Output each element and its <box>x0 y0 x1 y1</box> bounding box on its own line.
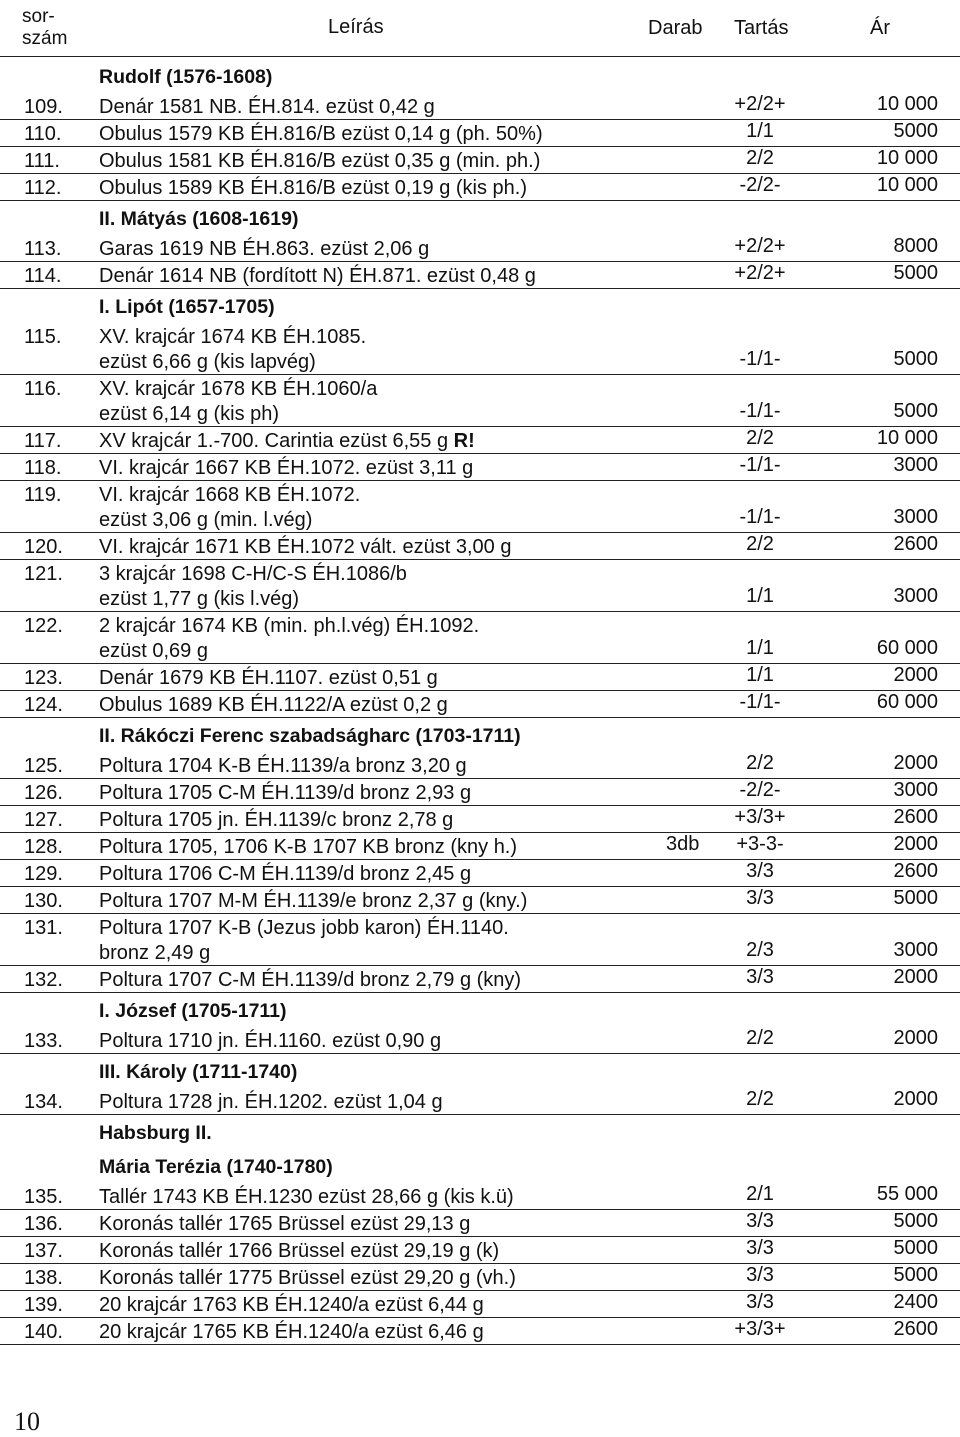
item-price: 2000 <box>893 1088 938 1110</box>
item-grade: 1/1 <box>746 585 774 607</box>
table-header <box>0 0 960 57</box>
item-description <box>99 1186 514 1209</box>
item-description <box>99 238 429 261</box>
section-title: II. Rákóczi Ferenc szabadságharc (1703-1711) <box>99 725 521 747</box>
item-number: 140. <box>24 1321 63 1343</box>
table-row <box>0 1088 960 1115</box>
section-heading <box>0 718 960 752</box>
item-number: 137. <box>24 1240 63 1262</box>
item-description-text: Poltura 1707 K-B (Jezus jobb karon) ÉH.1140. <box>99 917 509 939</box>
item-description-text: Obulus 1579 KB ÉH.816/B ezüst 0,14 g (ph. 50%) <box>99 123 543 145</box>
item-description <box>99 378 377 401</box>
item-number: 130. <box>24 890 63 912</box>
item-description-text: Poltura 1707 C-M ÉH.1139/d bronz 2,79 g (kny) <box>99 969 522 991</box>
item-quantity: 3db <box>666 833 700 855</box>
item-number: 136. <box>24 1213 63 1235</box>
item-number: 120. <box>24 536 63 558</box>
item-grade: 1/1 <box>746 120 774 142</box>
item-description-text: 3 krajcár 1698 C-H/C-S ÉH.1086/b <box>99 563 407 585</box>
section-title: I. József (1705-1711) <box>99 1000 287 1022</box>
item-grade: -1/1- <box>739 348 781 370</box>
table-row <box>0 1264 960 1291</box>
item-description-text: Poltura 1705, 1706 K-B 1707 KB bronz (kny h.) <box>99 836 518 858</box>
header-price: Ár <box>870 17 890 39</box>
item-description-text: Poltura 1705 jn. ÉH.1139/c bronz 2,78 g <box>99 809 454 831</box>
item-description <box>99 917 509 940</box>
table-row <box>0 1318 960 1345</box>
table-row <box>0 375 960 427</box>
item-price: 5000 <box>893 262 938 284</box>
table-row <box>0 1027 960 1054</box>
item-description-text: 20 krajcár 1763 KB ÉH.1240/a ezüst 6,44 g <box>99 1294 484 1316</box>
table-row <box>0 806 960 833</box>
item-description <box>99 863 471 886</box>
item-price: 2000 <box>893 664 938 686</box>
table-row <box>0 323 960 375</box>
item-price: 60 000 <box>876 637 938 659</box>
section-heading <box>0 1054 960 1088</box>
item-number: 116. <box>24 378 62 400</box>
item-grade: +2/2+ <box>734 262 786 284</box>
item-description <box>99 836 517 859</box>
item-description-text: Koronás tallér 1775 Brüssel ezüst 29,20 g (vh.) <box>99 1267 516 1289</box>
item-description-text: Poltura 1704 K-B ÉH.1139/a bronz 3,20 g <box>99 755 467 777</box>
item-number: 125. <box>24 755 63 777</box>
item-grade: 3/3 <box>746 1237 774 1259</box>
item-description <box>99 667 438 690</box>
table-row <box>0 966 960 993</box>
item-number: 133. <box>24 1030 63 1052</box>
item-description <box>99 150 540 173</box>
item-number: 117. <box>24 430 62 452</box>
item-description <box>99 177 527 200</box>
item-grade: 2/2 <box>746 147 774 169</box>
item-grade: -2/2- <box>739 779 781 801</box>
item-description-line2: bronz 2,49 g <box>99 942 211 964</box>
item-price: 2000 <box>893 833 938 855</box>
item-price: 5000 <box>893 1237 938 1259</box>
item-price: 2600 <box>893 860 938 882</box>
table-row <box>0 1237 960 1264</box>
section-title: Rudolf (1576-1608) <box>99 66 273 88</box>
table-row <box>0 120 960 147</box>
item-price: 10 000 <box>876 93 938 115</box>
item-price: 5000 <box>893 120 938 142</box>
item-number: 121. <box>24 563 63 585</box>
item-price: 3000 <box>893 585 938 607</box>
item-number: 139. <box>24 1294 63 1316</box>
item-price: 3000 <box>893 454 938 476</box>
item-grade: +3/3+ <box>734 1318 786 1340</box>
item-grade: 2/2 <box>746 752 774 774</box>
item-price: 5000 <box>893 887 938 909</box>
table-row <box>0 914 960 966</box>
item-grade: 1/1 <box>746 664 774 686</box>
item-description-text: Denár 1679 KB ÉH.1107. ezüst 0,51 g <box>99 667 438 689</box>
item-number: 128. <box>24 836 63 858</box>
item-price: 2000 <box>893 1027 938 1049</box>
header-serial-number <box>22 6 67 50</box>
item-description <box>99 326 366 349</box>
page-number: 10 <box>14 1407 40 1436</box>
section-title: I. Lipót (1657-1705) <box>99 296 275 318</box>
item-number: 113. <box>24 238 62 260</box>
table-row <box>0 235 960 262</box>
item-description-text: VI. krajcár 1667 KB ÉH.1072. ezüst 3,11 g <box>99 457 474 479</box>
item-grade: +2/2+ <box>734 93 786 115</box>
item-grade: 3/3 <box>746 1210 774 1232</box>
item-number: 114. <box>24 265 62 287</box>
item-price: 2000 <box>893 752 938 774</box>
item-price: 10 000 <box>876 147 938 169</box>
item-description-text: XV. krajcár 1678 KB ÉH.1060/a <box>99 378 378 400</box>
table-row <box>0 779 960 806</box>
table-row <box>0 1183 960 1210</box>
item-grade: 2/2 <box>746 1027 774 1049</box>
item-number: 112. <box>24 177 62 199</box>
item-grade: -1/1- <box>739 454 781 476</box>
item-description-line2: ezüst 6,66 g (kis lapvég) <box>99 351 316 373</box>
item-number: 119. <box>24 484 62 506</box>
item-description <box>99 694 448 717</box>
item-description-text: Obulus 1589 KB ÉH.816/B ezüst 0,19 g (kis ph.) <box>99 177 528 199</box>
section-heading <box>0 57 960 93</box>
table-row <box>0 612 960 664</box>
item-number: 118. <box>24 457 62 479</box>
item-price: 2600 <box>893 533 938 555</box>
item-description-text: XV krajcár 1.-700. Carintia ezüst 6,55 g <box>99 430 449 452</box>
table-row <box>0 560 960 612</box>
item-description <box>99 1321 484 1344</box>
item-description <box>99 890 527 913</box>
table-row <box>0 481 960 533</box>
item-description <box>99 563 407 586</box>
item-grade: 2/2 <box>746 533 774 555</box>
item-price: 55 000 <box>876 1183 938 1205</box>
item-price: 10 000 <box>876 427 938 449</box>
item-price: 2600 <box>893 1318 938 1340</box>
table-row <box>0 454 960 481</box>
item-description-text: Koronás tallér 1765 Brüssel ezüst 29,13 g <box>99 1213 471 1235</box>
item-price: 8000 <box>893 235 938 257</box>
item-description-line2: ezüst 6,14 g (kis ph) <box>99 403 280 425</box>
item-description-text: Poltura 1705 C-M ÉH.1139/d bronz 2,93 g <box>99 782 472 804</box>
item-grade: -1/1- <box>739 506 781 528</box>
item-price: 10 000 <box>876 174 938 196</box>
header-grade: Tartás <box>734 17 789 39</box>
item-description-text: XV. krajcár 1674 KB ÉH.1085. <box>99 326 367 348</box>
item-number: 109. <box>24 96 63 118</box>
table-row <box>0 833 960 860</box>
table-row <box>0 533 960 560</box>
section-heading <box>0 1149 960 1183</box>
table-row <box>0 887 960 914</box>
item-grade: 2/1 <box>746 1183 774 1205</box>
item-price: 60 000 <box>876 691 938 713</box>
item-grade: +2/2+ <box>734 235 786 257</box>
item-grade: 3/3 <box>746 887 774 909</box>
item-grade: 3/3 <box>746 860 774 882</box>
section-heading <box>0 289 960 323</box>
item-description-text: Koronás tallér 1766 Brüssel ezüst 29,19 g (k) <box>99 1240 500 1262</box>
item-price: 2400 <box>893 1291 938 1313</box>
table-row <box>0 664 960 691</box>
item-description-text: Obulus 1689 KB ÉH.1122/A ezüst 0,2 g <box>99 694 448 716</box>
item-description-text: Tallér 1743 KB ÉH.1230 ezüst 28,66 g (kis k.ü) <box>99 1186 514 1208</box>
item-number: 110. <box>24 123 62 145</box>
item-description <box>99 536 511 559</box>
item-number: 126. <box>24 782 63 804</box>
item-description-line2: ezüst 0,69 g <box>99 640 208 662</box>
item-grade: -1/1- <box>739 400 781 422</box>
table-row <box>0 1210 960 1237</box>
item-description <box>99 123 543 146</box>
item-price: 3000 <box>893 779 938 801</box>
item-grade: 1/1 <box>746 637 774 659</box>
item-number: 135. <box>24 1186 63 1208</box>
item-description <box>99 1091 443 1114</box>
item-description <box>99 457 473 480</box>
item-description-text: VI. krajcár 1671 KB ÉH.1072 vált. ezüst 3,00 g <box>99 536 512 558</box>
item-description <box>99 1213 470 1236</box>
item-price: 5000 <box>893 1210 938 1232</box>
item-price: 2600 <box>893 806 938 828</box>
item-description <box>99 96 435 119</box>
section-title: Mária Terézia (1740-1780) <box>99 1156 333 1178</box>
header-serial-line2: szám <box>22 28 68 49</box>
item-description-text: Poltura 1710 jn. ÉH.1160. ezüst 0,90 g <box>99 1030 442 1052</box>
item-description <box>99 615 479 638</box>
item-grade: 3/3 <box>746 1291 774 1313</box>
table-row <box>0 427 960 454</box>
item-number: 138. <box>24 1267 63 1289</box>
catalog-body <box>0 57 960 1345</box>
table-row <box>0 691 960 718</box>
item-grade: -2/2- <box>739 174 781 196</box>
item-description-text: Poltura 1706 C-M ÉH.1139/d bronz 2,45 g <box>99 863 472 885</box>
table-row <box>0 147 960 174</box>
item-number: 134. <box>24 1091 63 1113</box>
item-price: 5000 <box>893 348 938 370</box>
item-number: 123. <box>24 667 63 689</box>
item-price: 3000 <box>893 506 938 528</box>
section-title: III. Károly (1711-1740) <box>99 1061 298 1083</box>
table-row <box>0 262 960 289</box>
item-grade: +3-3- <box>736 833 784 855</box>
table-row <box>0 752 960 779</box>
item-grade: 2/3 <box>746 939 774 961</box>
item-description <box>99 265 536 288</box>
item-description <box>99 969 521 992</box>
item-price: 5000 <box>893 1264 938 1286</box>
item-number: 129. <box>24 863 63 885</box>
item-number: 132. <box>24 969 63 991</box>
header-serial-line1: sor- <box>22 6 55 27</box>
item-grade: 2/2 <box>746 1088 774 1110</box>
rarity-mark: R! <box>453 430 475 452</box>
item-grade: +3/3+ <box>734 806 786 828</box>
item-description-line2: ezüst 1,77 g (kis l.vég) <box>99 588 300 610</box>
item-number: 131. <box>24 917 63 939</box>
item-description-line2: ezüst 3,06 g (min. l.vég) <box>99 509 313 531</box>
item-description <box>99 1240 499 1263</box>
item-number: 111. <box>24 150 60 172</box>
item-number: 122. <box>24 615 63 637</box>
section-title: Habsburg II. <box>99 1122 212 1144</box>
item-description <box>99 782 471 805</box>
item-description <box>99 484 360 507</box>
section-title: II. Mátyás (1608-1619) <box>99 208 299 230</box>
item-description-text: Obulus 1581 KB ÉH.816/B ezüst 0,35 g (min. ph.) <box>99 150 541 172</box>
item-description <box>99 1294 484 1317</box>
item-description <box>99 809 453 832</box>
item-description-text: 2 krajcár 1674 KB (min. ph.l.vég) ÉH.1092. <box>99 615 480 637</box>
section-heading <box>0 1115 960 1149</box>
item-grade: 3/3 <box>746 966 774 988</box>
item-description <box>99 1030 441 1053</box>
item-grade: -1/1- <box>739 691 781 713</box>
table-row <box>0 174 960 201</box>
item-price: 5000 <box>893 400 938 422</box>
item-grade: 3/3 <box>746 1264 774 1286</box>
item-number: 124. <box>24 694 63 716</box>
table-row <box>0 93 960 120</box>
item-description-text: Garas 1619 NB ÉH.863. ezüst 2,06 g <box>99 238 430 260</box>
item-description-text: Poltura 1728 jn. ÉH.1202. ezüst 1,04 g <box>99 1091 443 1113</box>
item-description <box>99 755 467 778</box>
header-description: Leírás <box>328 16 384 38</box>
section-heading <box>0 201 960 235</box>
section-heading <box>0 993 960 1027</box>
table-row <box>0 1291 960 1318</box>
item-number: 127. <box>24 809 63 831</box>
table-row <box>0 860 960 887</box>
item-description-text: 20 krajcár 1765 KB ÉH.1240/a ezüst 6,46 g <box>99 1321 484 1343</box>
item-number: 115. <box>24 326 62 348</box>
item-price: 2000 <box>893 966 938 988</box>
item-description <box>99 1267 516 1290</box>
item-price: 3000 <box>893 939 938 961</box>
item-description-text: Poltura 1707 M-M ÉH.1139/e bronz 2,37 g (kny.) <box>99 890 528 912</box>
item-description-text: Denár 1614 NB (fordított N) ÉH.871. ezüst 0,48 g <box>99 265 536 287</box>
header-quantity: Darab <box>648 17 703 39</box>
item-description <box>99 430 475 453</box>
item-grade: 2/2 <box>746 427 774 449</box>
item-description-text: Denár 1581 NB. ÉH.814. ezüst 0,42 g <box>99 96 435 118</box>
item-description-text: VI. krajcár 1668 KB ÉH.1072. <box>99 484 361 506</box>
